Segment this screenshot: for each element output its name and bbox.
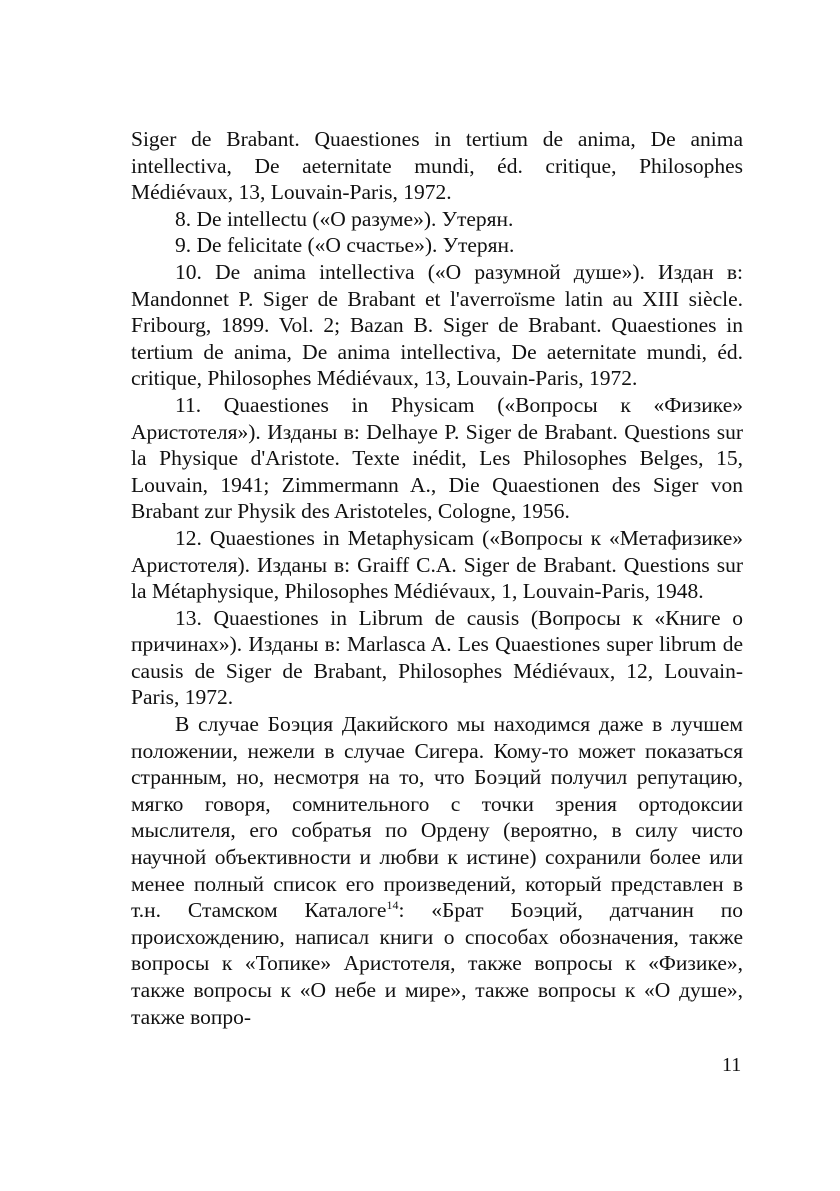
paragraph-8-text: В случае Боэция Дакийского мы находимся даже в лучшем положении, нежели в случае Сигера. Кому-то может показаться странным, но, несмотря на то, что Боэций получил репутацию, мягко говоря, сомнительного с точки зрения ортодоксии мыслителя, его собратья по Ордену (вероятно, в силу чисто научной объективности и любви к истине) сохранили более или менее полный список его произведений, который представлен в т.н. Стамском Каталоге: [131, 712, 743, 923]
body-text: [131, 126, 743, 1030]
paragraph-7: 13. Quaestiones in Librum de causis (Вопросы к «Книге о причинах»). Изданы в: Marlasca A. Les Quaestiones super librum de causis de Siger de Brabant, Philosophes Médiévaux, 12, Louvain-Paris, 1972.: [131, 605, 743, 710]
paragraph-8-continuation: : «Брат Боэций, датчанин по происхождению, написал книги о способах обозначения, также вопросы к «Топике» Аристотеля, также вопросы к «Физике», также вопросы к «О небе и мире», также вопросы к «О душе», также вопро-: [131, 898, 743, 1029]
footnote-marker[interactable]: 14: [386, 898, 399, 913]
paragraph-3: 9. De felicitate («О счастье»). Утерян.: [175, 233, 515, 258]
paragraph-1: Siger de Brabant. Quaestiones in tertium de anima, De anima intellectiva, De aeternitate mundi, éd. critique, Philosophes Médiévaux, 13, Louvain-Paris, 1972.: [131, 127, 743, 205]
paragraph-4: 10. De anima intellectiva («О разумной душе»). Издан в: Mandonnet P. Siger de Brabant et l'averroïsme latin au XIII siècle. Fribourg, 1899. Vol. 2; Bazan B. Siger de Brabant. Quaestiones in tertium de anima, De anima intellectiva, De aeternitate mundi, éd. critique, Philosophes Médiévaux, 13, Louvain-Paris, 1972.: [131, 259, 743, 391]
page-number: 11: [722, 1054, 742, 1076]
paragraph-8: [131, 711, 743, 1030]
paragraph-2: 8. De intellectu («О разуме»). Утерян.: [175, 206, 514, 231]
paragraph-6: 12. Quaestiones in Metaphysicam («Вопросы к «Метафизике» Аристотеля). Изданы в: Graiff C.A. Siger de Brabant. Questions sur la Métaphysique, Philosophes Médiévaux, 1, Louvain-Paris, 1948.: [131, 525, 743, 604]
paragraph-5: 11. Quaestiones in Physicam («Вопросы к «Физике» Аристотеля»). Изданы в: Delhaye P. Siger de Brabant. Questions sur la Physique d'Aristote. Texte inédit, Les Philosophes Belges, 15, Louvain, 1941; Zimmermann A., Die Quaestionen des Siger von Brabant zur Physik des Aristoteles, Cologne, 1956.: [131, 392, 743, 524]
